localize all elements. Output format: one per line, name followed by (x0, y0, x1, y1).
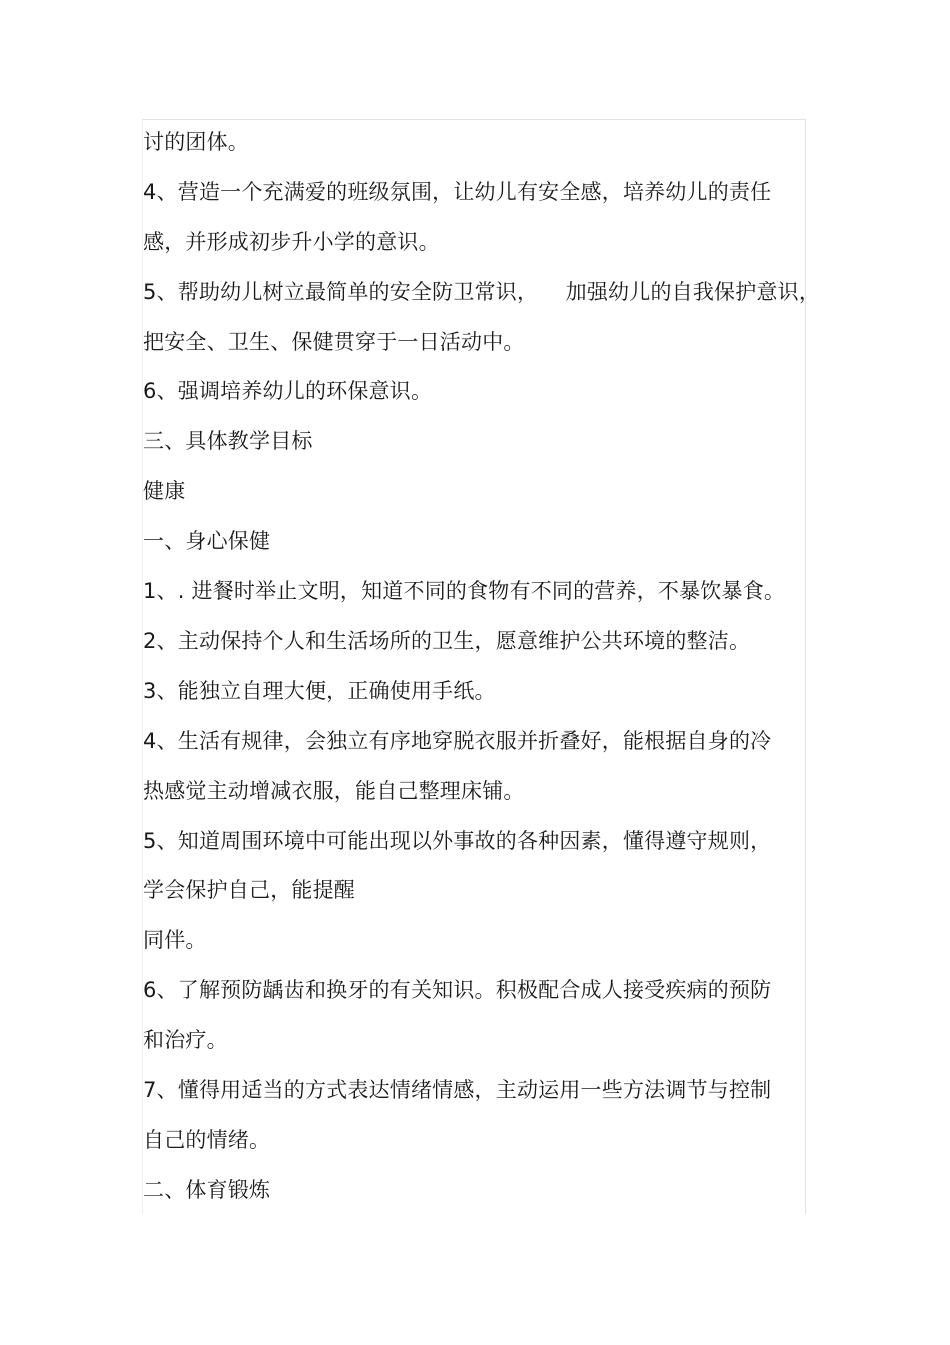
text-line: 2、主动保持个人和生活场所的卫生，愿意维护公共环境的整洁。 (143, 629, 751, 653)
section-heading: 三、具体教学目标 (143, 429, 313, 453)
subject-heading: 健康 (143, 479, 186, 503)
text-line: 和治疗。 (143, 1028, 228, 1052)
text-line: 5、帮助幼儿树立最简单的安全防卫常识， 加强幼儿的自我保护意识， (143, 280, 821, 304)
subsection-heading: 二、体育锻炼 (143, 1178, 271, 1202)
text-line: 7、懂得用适当的方式表达情绪情感，主动运用一些方法调节与控制 (143, 1078, 772, 1102)
text-line: 6、强调培养幼儿的环保意识。 (143, 379, 433, 403)
text-line: 学会保护自己，能提醒 (143, 878, 355, 902)
text-line: 把安全、卫生、保健贯穿于一日活动中。 (143, 330, 525, 354)
text-line: 感，并形成初步升小学的意识。 (143, 230, 440, 254)
text-line: 5、知道周围环境中可能出现以外事故的各种因素，懂得遵守规则， (143, 829, 772, 853)
text-line: 同伴。 (143, 928, 207, 952)
subsection-heading: 一、身心保健 (143, 529, 271, 553)
text-line: 热感觉主动增减衣服，能自己整理床铺。 (143, 779, 525, 803)
text-line: 1、. 进餐时举止文明，知道不同的食物有不同的营养，不暴饮暴食。 (143, 579, 786, 603)
text-line: 4、营造一个充满爱的班级氛围，让幼儿有安全感，培养幼儿的责任 (143, 180, 772, 204)
text-line: 讨的团体。 (143, 130, 249, 154)
text-line: 6、了解预防龋齿和换牙的有关知识。积极配合成人接受疾病的预防 (143, 978, 772, 1002)
text-line: 3、能独立自理大便，正确使用手纸。 (143, 679, 496, 703)
text-line: 4、生活有规律，会独立有序地穿脱衣服并折叠好，能根据自身的冷 (143, 729, 772, 753)
text-line: 自己的情绪。 (143, 1128, 271, 1152)
